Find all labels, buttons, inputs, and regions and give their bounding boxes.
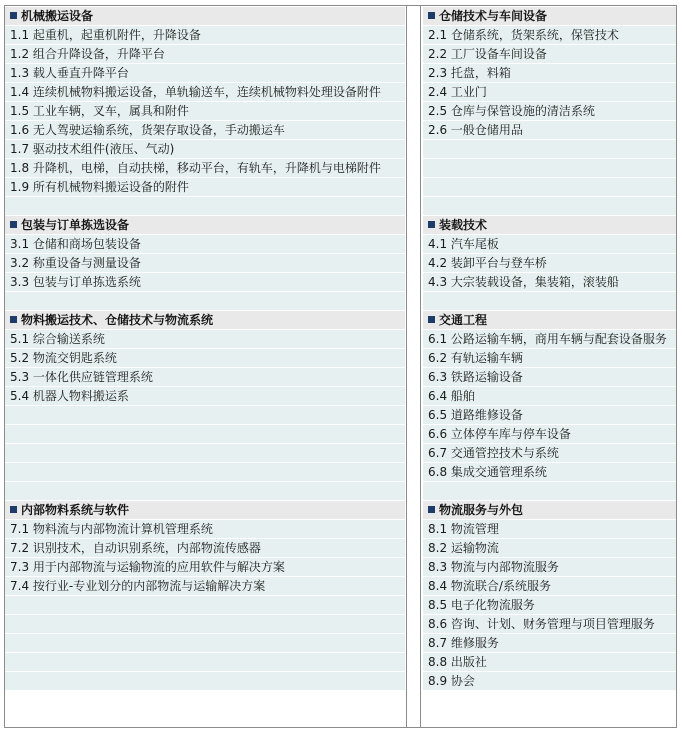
category-item: 3.2 称重设备与测量设备 (5, 253, 405, 272)
left-column (5, 6, 405, 690)
section-title: 仓储技术与车间设备 (439, 9, 548, 23)
category-item: 6.5 道路维修设备 (423, 405, 676, 424)
empty-row (5, 462, 405, 481)
empty-row (5, 652, 405, 671)
category-item: 1.9 所有机械物料搬运设备的附件 (5, 177, 405, 196)
category-item: 1.5 工业车辆，叉车，属具和附件 (5, 101, 405, 120)
category-item: 8.7 维修服务 (423, 633, 676, 652)
category-item: 7.3 用于内部物流与运输物流的应用软件与解决方案 (5, 557, 405, 576)
category-item: 5.3 一体化供应链管理系统 (5, 367, 405, 386)
right-column (423, 6, 676, 690)
category-item: 6.6 立体停车库与停车设备 (423, 424, 676, 443)
category-item: 1.1 起重机，起重机附件，升降设备 (5, 25, 405, 44)
section-header (5, 310, 405, 329)
empty-row (5, 443, 405, 462)
empty-row (5, 291, 405, 310)
square-bullet-icon (10, 316, 17, 323)
category-item: 8.9 协会 (423, 671, 676, 690)
category-item: 5.1 综合输送系统 (5, 329, 405, 348)
empty-row (423, 481, 676, 500)
category-item: 4.1 汽车尾板 (423, 234, 676, 253)
category-item: 3.1 仓储和商场包装设备 (5, 234, 405, 253)
category-item: 7.1 物料流与内部物流计算机管理系统 (5, 519, 405, 538)
section-header (5, 500, 405, 519)
category-item: 5.4 机器人物料搬运系 (5, 386, 405, 405)
category-item: 1.6 无人驾驶运输系统，货架存取设备，手动搬运车 (5, 120, 405, 139)
category-item: 1.4 连续机械物料搬运设备，单轨输送车，连续机械物料处理设备附件 (5, 82, 405, 101)
category-item: 6.4 船舶 (423, 386, 676, 405)
category-item: 6.7 交通管控技术与系统 (423, 443, 676, 462)
category-item: 1.2 组合升降设备，升降平台 (5, 44, 405, 63)
empty-row (5, 595, 405, 614)
category-item: 4.2 装卸平台与登车桥 (423, 253, 676, 272)
section-title: 装载技术 (439, 218, 488, 232)
category-item: 8.3 物流与内部物流服务 (423, 557, 676, 576)
section-header (423, 6, 676, 25)
square-bullet-icon (428, 506, 435, 513)
category-item: 8.8 出版社 (423, 652, 676, 671)
empty-row (423, 158, 676, 177)
category-item: 1.3 载人垂直升降平台 (5, 63, 405, 82)
category-item: 6.1 公路运输车辆，商用车辆与配套设备服务 (423, 329, 676, 348)
category-item: 1.8 升降机，电梯，自动扶梯，移动平台，有轨车，升降机与电梯附件 (5, 158, 405, 177)
empty-row (5, 481, 405, 500)
empty-row (423, 291, 676, 310)
empty-row (5, 424, 405, 443)
category-item: 5.2 物流交钥匙系统 (5, 348, 405, 367)
section-header (423, 500, 676, 519)
empty-row (423, 139, 676, 158)
category-item: 8.6 咨询、计划、财务管理与项目管理服务 (423, 614, 676, 633)
section-title: 交通工程 (439, 313, 488, 327)
square-bullet-icon (10, 221, 17, 228)
category-item: 3.3 包装与订单拣选系统 (5, 272, 405, 291)
category-item: 2.6 一般仓储用品 (423, 120, 676, 139)
section-title: 包装与订单拣选设备 (21, 218, 130, 232)
empty-row (423, 177, 676, 196)
category-item: 6.8 集成交通管理系统 (423, 462, 676, 481)
section-title: 机械搬运设备 (21, 9, 94, 23)
empty-row (5, 614, 405, 633)
category-item: 2.4 工业门 (423, 82, 676, 101)
category-item: 8.5 电子化物流服务 (423, 595, 676, 614)
empty-row (5, 405, 405, 424)
section-header (5, 6, 405, 25)
category-item: 6.3 铁路运输设备 (423, 367, 676, 386)
empty-row (5, 633, 405, 652)
square-bullet-icon (10, 506, 17, 513)
section-header (5, 215, 405, 234)
category-table (4, 5, 677, 728)
empty-row (423, 196, 676, 215)
category-item: 8.4 物流联合/系统服务 (423, 576, 676, 595)
category-item: 4.3 大宗装载设备，集装箱，滚装船 (423, 272, 676, 291)
column-divider (406, 6, 421, 727)
square-bullet-icon (428, 12, 435, 19)
category-item: 8.2 运输物流 (423, 538, 676, 557)
category-item: 2.1 仓储系统，货架系统，保管技术 (423, 25, 676, 44)
section-title: 物流服务与外包 (439, 503, 524, 517)
category-item: 6.2 有轨运输车辆 (423, 348, 676, 367)
category-item: 2.2 工厂设备车间设备 (423, 44, 676, 63)
section-title: 物料搬运技术、仓储技术与物流系统 (21, 313, 214, 327)
empty-row (5, 671, 405, 690)
category-item: 2.3 托盘，料箱 (423, 63, 676, 82)
square-bullet-icon (428, 221, 435, 228)
section-header (423, 310, 676, 329)
square-bullet-icon (10, 12, 17, 19)
square-bullet-icon (428, 316, 435, 323)
empty-row (5, 196, 405, 215)
section-header (423, 215, 676, 234)
section-title: 内部物料系统与软件 (21, 503, 130, 517)
category-item: 7.2 识别技术，自动识别系统，内部物流传感器 (5, 538, 405, 557)
category-item: 7.4 按行业-专业划分的内部物流与运输解决方案 (5, 576, 405, 595)
category-item: 2.5 仓库与保管设施的清洁系统 (423, 101, 676, 120)
category-item: 8.1 物流管理 (423, 519, 676, 538)
category-item: 1.7 驱动技术组件(液压、气动) (5, 139, 405, 158)
